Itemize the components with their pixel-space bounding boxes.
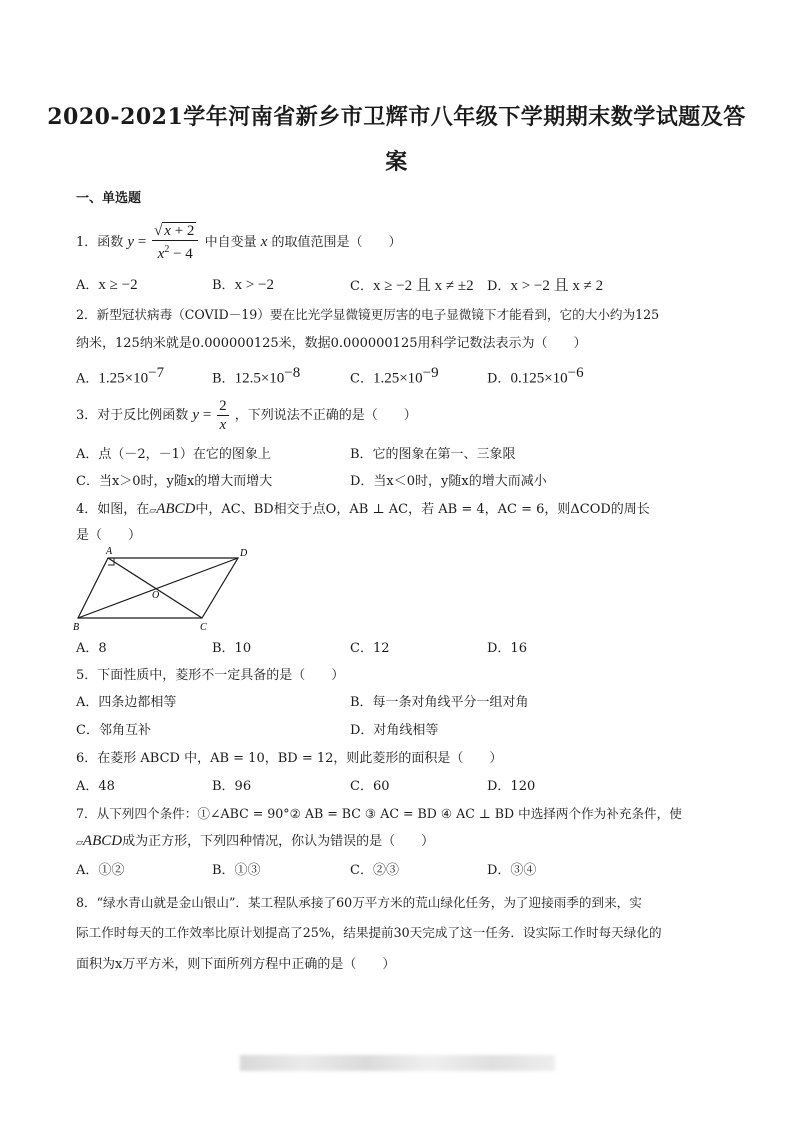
- q1-mid: 中自变量: [204, 235, 257, 250]
- q1-eq: =: [134, 234, 151, 250]
- q3-option-b: B．它的图象在第一、三象限: [350, 447, 516, 462]
- q7-option-d: D．③④: [487, 863, 537, 878]
- q1-suffix: 的取值范围是（ ）: [271, 235, 402, 250]
- q6-option-d: D．120: [487, 779, 536, 794]
- label-c: C: [200, 622, 207, 633]
- q4-option-b: B．10: [212, 641, 252, 656]
- q4-option-a: A．8: [76, 641, 107, 656]
- q1-prefix: 1．函数: [76, 235, 124, 250]
- q1-option-a: A．x ≥ −2: [76, 277, 138, 293]
- q3-option-c: C．当x＞0时，y随x的增大而增大: [76, 474, 273, 489]
- parallelogram-symbol: ▱: [149, 506, 157, 516]
- q7-option-b: B．①③: [212, 863, 261, 878]
- q3-prefix: 3．对于反比例函数: [76, 408, 189, 423]
- blurred-footer-watermark: [240, 1055, 555, 1071]
- question-7-line1: 7．从下列四个条件：①∠ABC = 90°② AB = BC ③ AC = BD ④ AC ⊥ BD 中选择两个作为补充条件，使: [76, 806, 682, 821]
- q4-option-c: C．12: [350, 641, 390, 656]
- question-5: 5．下面性质中，菱形不一定具备的是（ ）: [76, 668, 345, 683]
- q5-option-c: C．邻角互补: [76, 723, 151, 738]
- q4-abcd: ABCD: [156, 501, 196, 517]
- q2-option-b: B．$12.5\times 10^{-8}$: [212, 365, 301, 387]
- q2-option-c: C．$1.25\times 10^{-9}$: [350, 365, 439, 387]
- q1-y: y: [127, 234, 135, 250]
- q3-suffix: ，下列说法不正确的是（ ）: [234, 408, 417, 423]
- document-title-line2: 案: [385, 149, 408, 175]
- q5-option-b: B．每一条对角线平分一组对角: [350, 695, 529, 710]
- q4-option-d: D．16: [487, 641, 527, 656]
- question-7-line2: [76, 830, 434, 850]
- question-4-line1: [76, 498, 650, 518]
- q1-option-b: B．x > −2: [212, 277, 274, 293]
- label-o: O: [152, 590, 160, 601]
- diagonal-bd: [78, 558, 238, 618]
- q6-option-a: A．48: [76, 779, 115, 794]
- question-2-line1: 2．新型冠状病毒（COVID－19）要在比光学显微镜更厉害的电子显微镜下才能看到，它的大小约为125: [76, 307, 660, 322]
- q6-option-c: C．60: [350, 779, 390, 794]
- q7-option-c: C．②③: [350, 863, 399, 878]
- q3-option-d: D．当x＜0时，y随x的增大而减小: [350, 474, 547, 489]
- question-6: 6．在菱形 ABCD 中，AB = 10，BD = 12，则此菱形的面积是（ ）: [76, 751, 503, 766]
- q4-text-c: 中，AC、BD相交于点O，AB ⊥ AC，若 AB = 4，AC = 6，则ΔCOD的周长: [195, 502, 650, 517]
- question-4-line2: 是（ ）: [76, 528, 142, 543]
- q7-text: 成为正方形，下列四种情况，你认为错误的是（ ）: [122, 834, 435, 849]
- q7-abcd: ABCD: [82, 833, 123, 849]
- document-title-line1: 2020-2021学年河南省新乡市卫辉市八年级下学期期末数学试题及答: [47, 104, 746, 130]
- q1-x: x: [260, 234, 268, 250]
- parallelogram-symbol-q7: ▱: [76, 838, 83, 848]
- q5-option-d: D．对角线相等: [350, 723, 439, 738]
- q3-fraction: $\frac{2}{x}$: [219, 398, 227, 433]
- q3-y: y: [192, 407, 200, 423]
- q6-option-b: B．96: [212, 779, 252, 794]
- question-8-line3: 面积为x万平方米，则下面所列方程中正确的是（ ）: [76, 957, 396, 972]
- question-2-line2: 纳米，125纳米就是0.000000125米，数据0.000000125用科学记数法表示为（ ）: [76, 336, 587, 351]
- q1-option-c: C．x ≥ −2 且 x ≠ ±2: [350, 278, 474, 294]
- q1-option-d: D．x > −2 且 x ≠ 2: [487, 278, 604, 294]
- q2-option-d: D．$0.125\times 10^{-6}$: [487, 365, 584, 387]
- label-a: A: [106, 546, 113, 557]
- q1-fraction: $\frac{√ x + 2}{x^2 - 4}$: [152, 222, 198, 263]
- question-1: [76, 222, 402, 263]
- label-b: B: [73, 622, 80, 633]
- q3-eq: =: [199, 407, 216, 423]
- q3-option-a: A．点（－2，－1）在它的图象上: [76, 447, 271, 462]
- q2-option-a: A．$1.25\times 10^{-7}$: [76, 365, 165, 387]
- q7-option-a: A．①②: [76, 863, 125, 878]
- question-8-line2: 际工作时每天的工作效率比原计划提高了25%，结果提前30天完成了这一任务．设实际工作时每天绿化的: [76, 925, 662, 940]
- diagonal-ac: [108, 558, 202, 618]
- q4-text-a: 4．如图，在: [76, 502, 150, 517]
- q5-option-a: A．四条边都相等: [76, 695, 177, 710]
- label-d: D: [240, 548, 248, 559]
- question-3: [76, 397, 417, 434]
- parallelogram-figure: [70, 543, 270, 633]
- question-8-line1: 8．“绿水青山就是金山银山”．某工程队承接了60万平方米的荒山绿化任务，为了迎接雨季的到来，实: [76, 895, 642, 910]
- section-heading: 一、单选题: [76, 191, 142, 206]
